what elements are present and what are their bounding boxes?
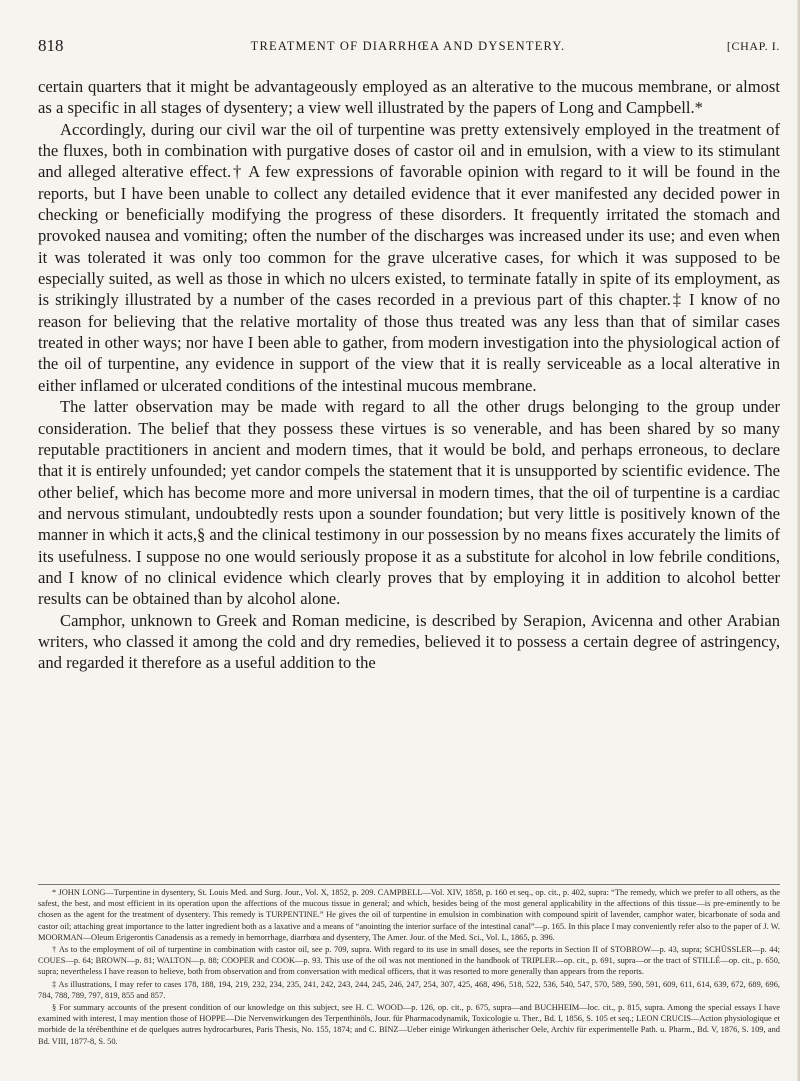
footnote: § For summary accounts of the present condition of our knowledge on this subject, see H. C. WOOD—p. 126, op. cit., p. 675, supra—and BUCHHEIM—loc. cit., p. 815, supra. Among the special essays I have examined with interest, I may mention those of HOPPE—Die Nervenwirkungen des Terpenthinöls, Jour. für Pharmacodynamik, Toxicologie u. Ther., Bd. I, 1856, S. 105 et seq.; LEON CRUCIS—Action physiologique et morbide de la térébenthine et de quelques autres hydrocarbures, Paris Thesis, No. 155, 1874; and C. BINZ—Ueber einige Wirkungen ätherischer Oele, Archiv für experimentelle Path. u. Pharm., Bd. V, 1876, S. 109, and Bd. VIII, 1877-8, S. 50. [38, 1003, 780, 1046]
footnote-divider [38, 884, 780, 885]
paragraph: Camphor, unknown to Greek and Roman medicine, is described by Serapion, Avicenna and other Arabian writers, who classed it among the cold and dry remedies, believed it to possess a certain degree of astringency, and regarded it therefore as a useful addition to the [38, 610, 780, 673]
footnotes [38, 887, 780, 1048]
paragraph: The latter observation may be made with regard to all the other drugs belonging to the group under consideration. The belief that they possess these virtues is so venerable, and has been shared by so many reputable practitioners in ancient and modern times, that it would be bold, and perhaps erroneous, to declare that it is entirely unfounded; yet candor compels the statement that it is unsupported by scientific evidence. The other belief, which has become more and more universal in modern times, that the oil of turpentine is a cardiac and nervous stimulant, undoubtedly rests upon a sounder foundation; but very little is positively known of the manner in which it acts,§ and the clinical testimony in our possession by no means fixes accurately the limits of its usefulness. I suppose no one would seriously propose it as a substitute for alcohol in low febrile conditions, and I know of no clinical evidence which clearly proves that by employing it in addition to alcohol better results can be obtained than by alcohol alone. [38, 397, 780, 609]
paragraph: Accordingly, during our civil war the oil of turpentine was pretty extensively employed in the treatment of the fluxes, both in combination with purgative doses of castor oil and in emulsion, with a view to its stimulant and alleged alterative effect.† A few expressions of favorable opinion with regard to it will be found in the reports, but I have been unable to collect any detailed evidence that it ever manifested any decided power in checking or beneficially modifying the progress of these disorders. It frequently irritated the stomach and provoked nausea and vomiting; often the number of the discharges was increased under its use; and even when it was tolerated it was only too common for the grave ulcerative cases, for which it was supposed to be especially suited, as well as those in which no ulcers existed, to terminate fatally in spite of its employment, as is strikingly illustrated by a number of the cases recorded in a previous part of this chapter.‡ I know of no reason for believing that the relative mortality of those thus treated was any less than that of similar cases treated in other ways; nor have I been able to gather, from modern investigation into the physiological action of the oil of turpentine, any evidence in support of the view that it is really serviceable as a local alterative in either inflamed or ulcerated conditions of the intestinal mucous membrane. [38, 119, 780, 395]
footnote: ‡ As illustrations, I may refer to cases 178, 188, 194, 219, 232, 234, 235, 241, 242, 243, 244, 245, 246, 247, 254, 307, 425, 468, 496, 518, 522, 536, 540, 547, 570, 589, 590, 591, 609, 611, 614, 639, 672, 689, 696, 784, 788, 789, 797, 819, 855 and 857. [38, 979, 780, 1000]
paragraph: certain quarters that it might be advantageously employed as an alterative to the mucous membrane, or almost as a specific in all stages of dysentery; a view well illustrated by the papers of Long and Campbell.* [38, 77, 780, 118]
main-text [38, 76, 780, 674]
chapter-reference: [CHAP. I. [726, 39, 780, 53]
running-title: TREATMENT OF DIARRHŒA AND DYSENTERY. [250, 39, 566, 53]
page-header [38, 36, 780, 56]
footnote: † As to the employment of oil of turpentine in combination with castor oil, see p. 709, supra. With regard to its use in small doses, see the reports in Section II of STOBROW—p. 43, supra; SCHÜSSLER—p. 44; COUES—p. 64; BROWN—p. 81; WALTON—p. 88; COOPER and COOK—p. 93. This use of the oil was not mentioned in the handbook of TRIPLER—op. cit., p. 691, supra—or the tract of STILLÉ—op. cit., p. 650, supra; nevertheless I have reason to believe, both from observation and from conversation with medical officers, that it was resorted to more generally than appears from the reports. [38, 945, 780, 977]
page-number: 818 [38, 36, 64, 55]
footnote: * JOHN LONG—Turpentine in dysentery, St. Louis Med. and Surg. Jour., Vol. X, 1852, p. 209. CAMPBELL—Vol. XIV, 1858, p. 160 et seq., op. cit., p. 402, supra: “The remedy, which we prefer to all others, as the safest, the best, and most efficient in its operation upon the affections of the mucous tissue in general; and which, besides being of the most general applicability in the affections of this tissue—is pre-eminently to be chosen as the agent for the treatment of dysentery. This remedy is TURPENTINE.” He gives the oil of turpentine in emulsion in combination with compound spirit of lavender, camphor water, bicarbonate of soda and castor oil; attaching great importance to the latter ingredient both as a laxative and a means of “anointing the interior surface of the intestinal canal”—p. 165. In this place I may conveniently refer also to the paper of J. W. MOORMAN—Oleum Erigerontis Canadensis as a remedy in hemorrhage, diarrhœa and dysentery, The Amer. Jour. of the Med. Sci., Vol. L, 1865, p. 396. [38, 888, 780, 942]
